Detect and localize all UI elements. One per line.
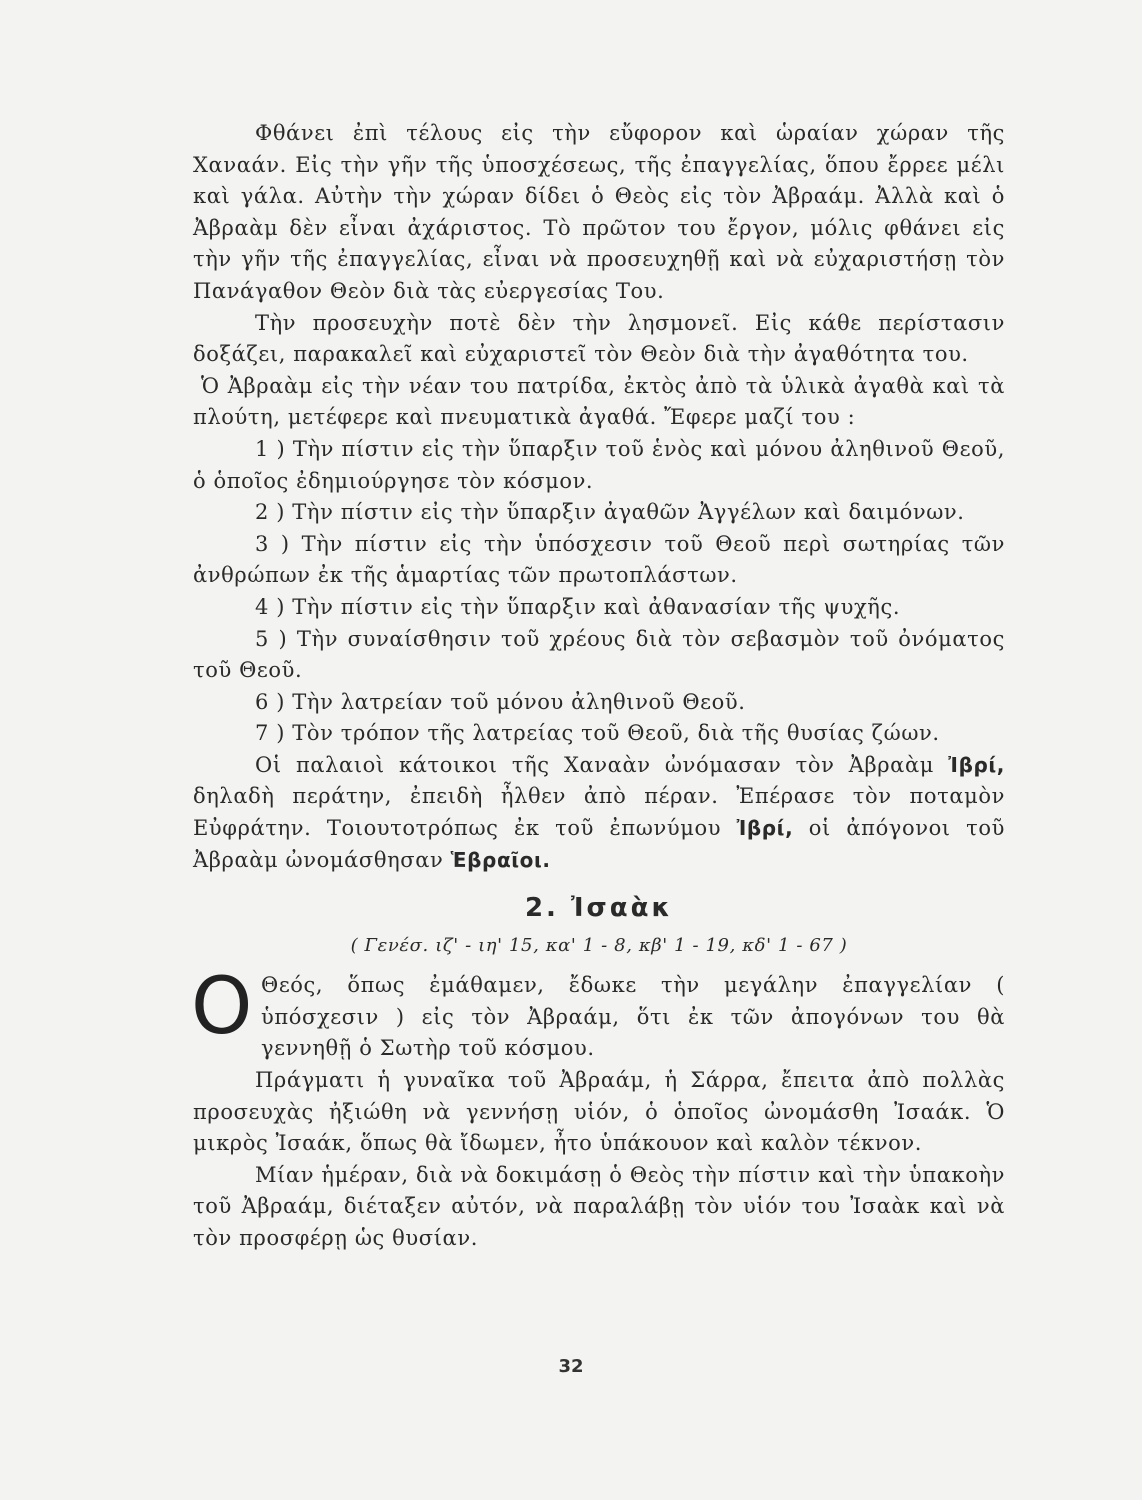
numbered-item-5: 5 ) Τὴν συναίσθησιν τοῦ χρέους διὰ τὸν σεβασμὸν τοῦ ὀνόματος τοῦ Θεοῦ. bbox=[193, 626, 1005, 683]
main-text bbox=[193, 118, 1005, 1255]
scripture-reference: ( Γενέσ. ιζ' - ιη' 15, κα' 1 - 8, κβ' 1 - 19, κδ' 1 - 67 ) bbox=[350, 935, 848, 957]
ivri-text-3: οἱ ἀπόγονοι τοῦ Ἀβραὰμ ὠνομάσθησαν bbox=[193, 816, 1005, 872]
numbered-item-2: 2 ) Τὴν πίστιν εἰς τὴν ὕπαρξιν ἀγαθῶν Ἀγγέλων καὶ δαιμόνων. bbox=[255, 500, 965, 525]
paragraph-prayer: Τὴν προσευχὴν ποτὲ δὲν τὴν λησμονεῖ. Εἰς κάθε περίστασιν δοξάζει, παρακαλεῖ καὶ εὐχαριστεῖ τὸν Θεὸν διὰ τὴν ἀγαθότητα του. bbox=[193, 310, 1005, 367]
numbered-item-1: 1 ) Τὴν πίστιν εἰς τὴν ὕπαρξιν τοῦ ἑνὸς καὶ μόνου ἀληθινοῦ Θεοῦ, ὁ ὁποῖος ἐδημιούργησε τὸν κόσμον. bbox=[193, 436, 1005, 493]
paragraph-promise-text: Θεός, ὅπως ἐμάθαμεν, ἔδωκε τὴν μεγάλην ἐπαγγελίαν ( ὑπόσχεσιν ) εἰς τὸν Ἀβραάμ, ὅτι ἐκ τῶν ἀπογόνων του θὰ γεννηθῇ ὁ Σωτὴρ τοῦ κόσμου. bbox=[261, 973, 1005, 1061]
paragraph-test: Μίαν ἡμέραν, διὰ νὰ δοκιμάσῃ ὁ Θεὸς τὴν πίστιν καὶ τὴν ὑπακοὴν τοῦ Ἀβραάμ, διέταξεν αὐτόν, νὰ παραλάβῃ τὸν υἱόν του Ἰσαὰκ καὶ νὰ τὸν προσφέρῃ ὡς θυσίαν. bbox=[193, 1162, 1005, 1250]
ivri-bold-1: Ἰβρί, bbox=[948, 752, 1005, 777]
paragraph-sarah: Πράγματι ἡ γυναῖκα τοῦ Ἀβραάμ, ἡ Σάρρα, ἔπειτα ἀπὸ πολλὰς προσευχὰς ἠξιώθη νὰ γεννήσῃ υἱόν, ὁ ὁποῖος ὠνομάσθη Ἰσαάκ. Ὁ μικρὸς Ἰσαάκ, ὅπως θὰ ἴδωμεν, ἦτο ὑπάκουον καὶ καλὸν τέκνον. bbox=[193, 1068, 1005, 1156]
ivri-bold-3: Ἑβραῖοι. bbox=[450, 847, 551, 872]
page-number: 32 bbox=[558, 1356, 584, 1377]
numbered-item-7: 7 ) Τὸν τρόπον τῆς λατρείας τοῦ Θεοῦ, διὰ τῆς θυσίας ζώων. bbox=[255, 721, 940, 746]
ivri-text-1: Οἱ παλαιοὶ κάτοικοι τῆς Χαναὰν ὠνόμασαν τὸν Ἀβραὰμ bbox=[255, 752, 949, 777]
paragraph-ivri bbox=[193, 750, 1005, 876]
ivri-text-2: δηλαδὴ περάτην, ἐπειδὴ ἦλθεν ἀπὸ πέραν. Ἐπέρασε τὸν ποταμὸν Εὐφράτην. Τοιουτοτρόπως ἐκ τοῦ ἐπωνύμου bbox=[193, 784, 1005, 841]
paragraph-promise bbox=[191, 962, 1005, 1065]
numbered-item-4: 4 ) Τὴν πίστιν εἰς τὴν ὕπαρξιν καὶ ἀθανασίαν τῆς ψυχῆς. bbox=[255, 594, 901, 619]
paragraph-spiritual-goods: Ὁ Ἀβραὰμ εἰς τὴν νέαν του πατρίδα, ἐκτὸς ἀπὸ τὰ ὑλικὰ ἀγαθὰ καὶ τὰ πλούτη, μετέφερε καὶ πνευματικὰ ἀγαθά. Ἔφερε μαζί του : bbox=[193, 373, 1005, 430]
numbered-item-6: 6 ) Τὴν λατρείαν τοῦ μόνου ἀληθινοῦ Θεοῦ. bbox=[255, 689, 746, 714]
paragraph-canaan: Φθάνει ἐπὶ τέλους εἰς τὴν εὔφορον καὶ ὡραίαν χώραν τῆς Χαναάν. Εἰς τὴν γῆν τῆς ὑποσχέσεως, τῆς ἐπαγγελίας, ὅπου ἔρρεε μέλι καὶ γάλα. Αὐτὴν τὴν χώραν δίδει ὁ Θεὸς εἰς τὸν Ἀβραάμ. Ἀλλὰ καὶ ὁ Ἀβραὰμ δὲν εἶναι ἀχάριστος. Τὸ πρῶτον του ἔργον, μόλις φθάνει εἰς τὴν γῆν τῆς ἐπαγγελίας, εἶναι νὰ προσευχηθῇ καὶ νὰ εὐχαριστήσῃ τὸν Πανάγαθον Θεὸν διὰ τὰς εὐεργεσίας Του. bbox=[193, 121, 1005, 303]
drop-cap-letter: Ο bbox=[191, 962, 253, 1053]
numbered-item-3: 3 ) Τὴν πίστιν εἰς τὴν ὑπόσχεσιν τοῦ Θεοῦ περὶ σωτηρίας τῶν ἀνθρώπων ἐκ τῆς ἁμαρτίας τῶν πρωτοπλάστων. bbox=[193, 531, 1005, 588]
section-heading: 2. Ἰσαὰκ bbox=[524, 893, 674, 924]
ivri-bold-2: Ἰβρί, bbox=[736, 816, 794, 841]
